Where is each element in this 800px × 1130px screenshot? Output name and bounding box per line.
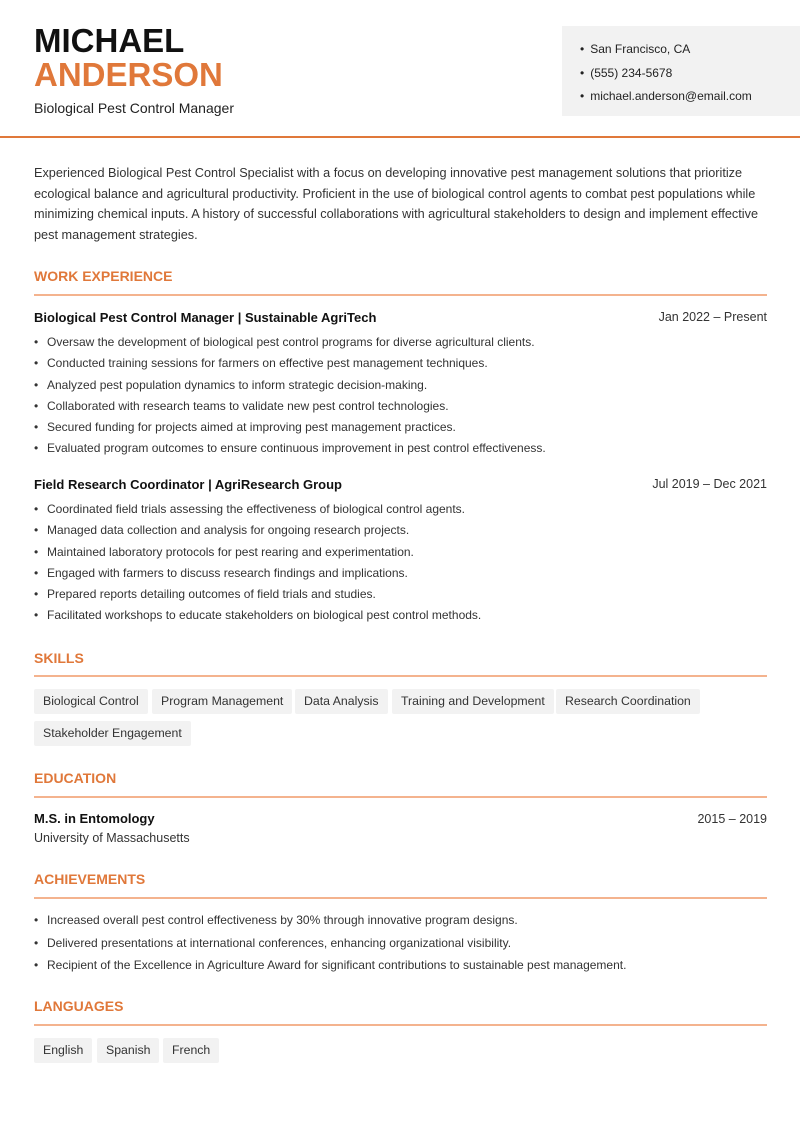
job-title-2: Field Research Coordinator | AgriResearch Group xyxy=(34,477,343,492)
section-title-achievements: ACHIEVEMENTS xyxy=(34,871,146,887)
section-divider xyxy=(34,1024,767,1026)
list-item: • Maintained laboratory protocols for pest rearing and experimentation. xyxy=(34,542,481,563)
skill-tag: Research Coordination xyxy=(556,689,700,714)
section-title-education: EDUCATION xyxy=(34,770,117,786)
contact-box xyxy=(562,26,800,116)
job-title-1: Biological Pest Control Manager | Sustainable AgriTech xyxy=(34,310,377,325)
language-tag: English xyxy=(34,1038,92,1063)
list-item: • Conducted training sessions for farmers on effective pest management techniques. xyxy=(34,353,546,374)
list-item: • Delivered presentations at international conferences, enhancing organizational visibility. xyxy=(34,932,626,955)
contact-location: • San Francisco, CA xyxy=(580,38,782,62)
section-title-skills: SKILLS xyxy=(34,650,84,666)
skill-tag: Biological Control xyxy=(34,689,148,714)
job-dates-1: Jan 2022 – Present xyxy=(658,310,767,324)
section-divider xyxy=(34,897,767,899)
list-item: • Managed data collection and analysis for ongoing research projects. xyxy=(34,520,481,541)
list-item: • Secured funding for projects aimed at improving pest management practices. xyxy=(34,417,546,438)
section-divider xyxy=(34,796,767,798)
list-item: • Evaluated program outcomes to ensure continuous improvement in pest control effectiveness. xyxy=(34,438,546,459)
first-name: MICHAEL xyxy=(34,22,185,59)
section-title-work: WORK EXPERIENCE xyxy=(34,268,173,284)
list-item: • Collaborated with research teams to validate new pest control technologies. xyxy=(34,396,546,417)
job-title: Biological Pest Control Manager xyxy=(34,100,234,116)
achievements-list xyxy=(34,909,626,977)
skill-tag: Stakeholder Engagement xyxy=(34,721,191,746)
list-item: • Prepared reports detailing outcomes of field trials and studies. xyxy=(34,584,481,605)
job-dates-2: Jul 2019 – Dec 2021 xyxy=(652,477,767,491)
contact-phone: • (555) 234-5678 xyxy=(580,62,782,86)
contact-email: • michael.anderson@email.com xyxy=(580,85,782,109)
list-item: • Oversaw the development of biological pest control programs for diverse agricultural clients. xyxy=(34,332,546,353)
list-item: • Recipient of the Excellence in Agriculture Award for significant contributions to sustainable pest management. xyxy=(34,954,626,977)
summary-paragraph: Experienced Biological Pest Control Specialist with a focus on developing innovative pest management solutions that prioritize ecological balance and agricultural productivity. Proficient in the use of biological control agents to combat pest populations while minimizing chemical inputs. A history of successful collaborations with agricultural stakeholders to design and implement effective pest management strategies. xyxy=(34,166,759,243)
list-item: • Coordinated field trials assessing the effectiveness of biological control agents. xyxy=(34,499,481,520)
list-item: • Increased overall pest control effectiveness by 30% through innovative program designs. xyxy=(34,909,626,932)
list-item: • Engaged with farmers to discuss research findings and implications. xyxy=(34,563,481,584)
section-divider xyxy=(34,675,767,677)
skill-tag: Program Management xyxy=(152,689,292,714)
skill-tag: Training and Development xyxy=(392,689,554,714)
language-tag: French xyxy=(163,1038,219,1063)
section-divider xyxy=(34,294,767,296)
education-degree: M.S. in Entomology xyxy=(34,811,155,826)
list-item: • Analyzed pest population dynamics to inform strategic decision-making. xyxy=(34,375,546,396)
list-item: • Facilitated workshops to educate stakeholders on biological pest control methods. xyxy=(34,605,481,626)
skill-tag: Data Analysis xyxy=(295,689,388,714)
education-dates: 2015 – 2019 xyxy=(697,812,767,826)
section-title-languages: LANGUAGES xyxy=(34,998,124,1014)
job-bullets-1 xyxy=(34,332,546,460)
job-bullets-2 xyxy=(34,499,481,627)
language-tag: Spanish xyxy=(97,1038,159,1063)
last-name: ANDERSON xyxy=(34,56,223,93)
resume-header xyxy=(0,0,800,138)
education-school: University of Massachusetts xyxy=(34,831,190,845)
